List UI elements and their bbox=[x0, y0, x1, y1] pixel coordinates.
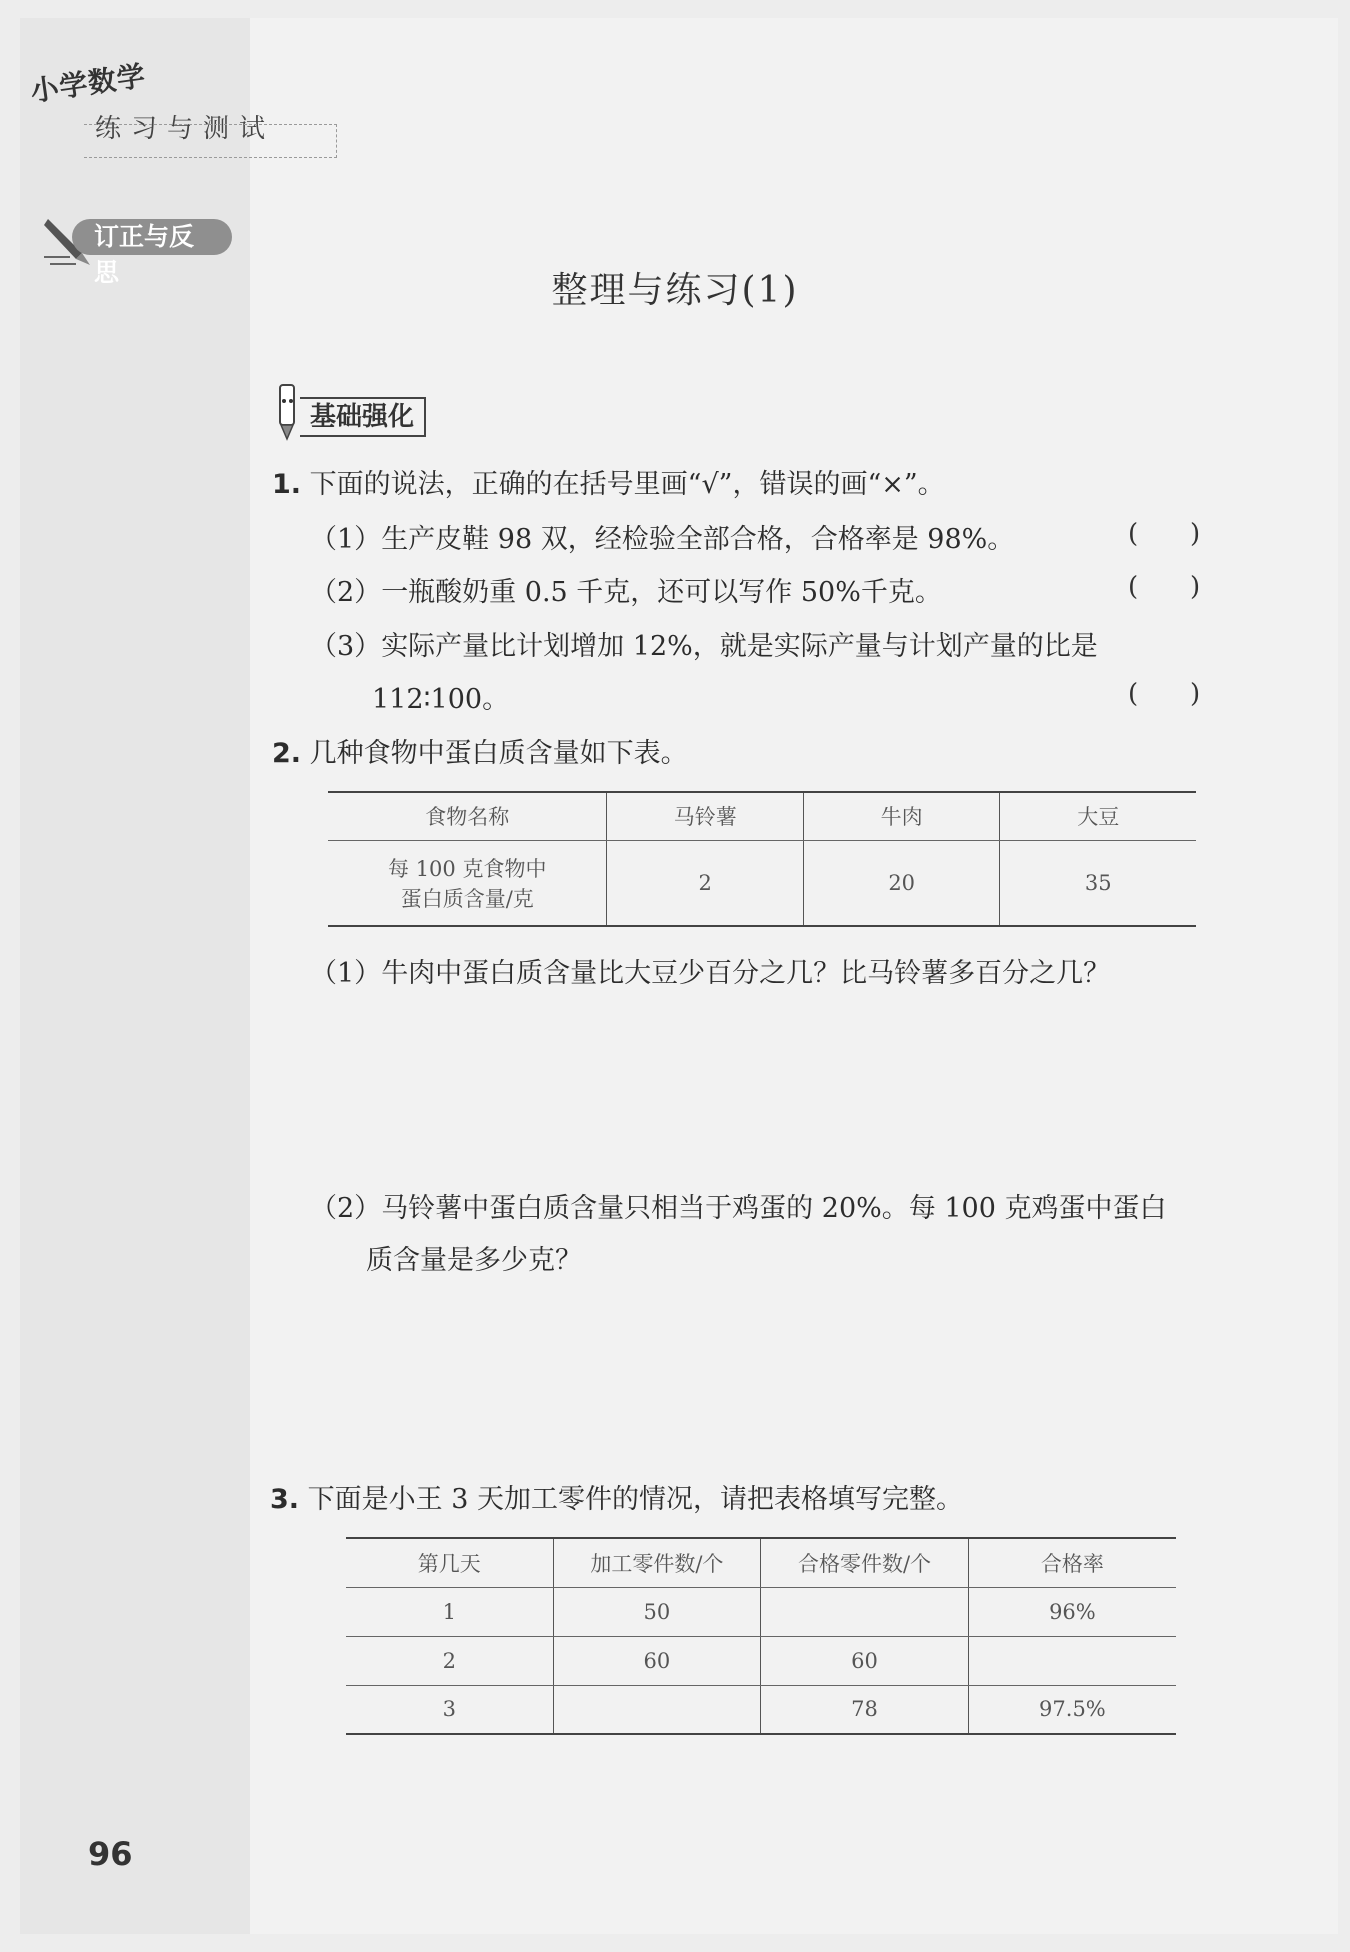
paren-left: ( bbox=[1128, 572, 1139, 602]
protein-table bbox=[328, 791, 1196, 927]
q2-sub-1-label: （1） bbox=[310, 958, 382, 989]
pencil-mascot-icon bbox=[270, 381, 304, 443]
table-cell: 35 bbox=[1000, 840, 1196, 926]
correction-tag-label: 订正与反思 bbox=[72, 219, 232, 255]
table-cell-blank[interactable] bbox=[553, 1685, 761, 1734]
paren-right: ) bbox=[1190, 572, 1201, 602]
q2-sub-2 bbox=[310, 1186, 1166, 1225]
table-row-label bbox=[328, 840, 607, 926]
table-header-cell: 第几天 bbox=[346, 1538, 553, 1587]
table-header-cell: 马铃薯 bbox=[607, 792, 803, 840]
q1-item-2-label: （2） bbox=[310, 577, 382, 608]
table-row bbox=[346, 1636, 1176, 1685]
table-header-row bbox=[328, 792, 1196, 840]
q1-item-3-text: 实际产量比计划增加 12%，就是实际产量与计划产量的比是 bbox=[381, 631, 1098, 662]
table-header-cell: 合格率 bbox=[968, 1538, 1176, 1587]
q1-stem-text: 下面的说法，正确的在括号里画“√”，错误的画“×”。 bbox=[309, 469, 945, 500]
table-row bbox=[328, 840, 1196, 926]
correction-reflection-tag bbox=[42, 215, 232, 287]
q3-stem bbox=[270, 1477, 963, 1516]
book-subtitle: 练习与测试 bbox=[95, 114, 276, 144]
paren-left: ( bbox=[1128, 519, 1139, 549]
q2-sub-2-label: （2） bbox=[310, 1193, 382, 1224]
table-header-cell: 食物名称 bbox=[328, 792, 607, 840]
q1-item-3-answer-blank[interactable] bbox=[1128, 679, 1252, 709]
page-title: 整理与练习(1) bbox=[551, 270, 799, 311]
book-subtitle-frame bbox=[84, 124, 337, 158]
q2-sub-2-continuation: 质含量是多少克？ bbox=[366, 1245, 582, 1276]
q1-item-3-label: （3） bbox=[310, 631, 382, 662]
q1-item-2 bbox=[310, 570, 942, 609]
book-title: 小学数学 bbox=[28, 59, 148, 108]
paren-left: ( bbox=[1128, 679, 1139, 709]
table-header-cell: 大豆 bbox=[1000, 792, 1196, 840]
table-cell: 78 bbox=[761, 1685, 969, 1734]
table-cell: 2 bbox=[346, 1636, 553, 1685]
q2-sub-1 bbox=[310, 951, 1110, 990]
q2-sub-2-answer-area[interactable] bbox=[310, 1290, 1210, 1450]
row-label-line-1: 每 100 克食物中 bbox=[388, 856, 547, 881]
q2-stem-text: 几种食物中蛋白质含量如下表。 bbox=[309, 738, 688, 769]
table-cell: 97.5% bbox=[968, 1685, 1176, 1734]
q1-stem bbox=[272, 462, 945, 501]
q2-sub-1-answer-area[interactable] bbox=[310, 1000, 1210, 1170]
row-label-line-2: 蛋白质含量/克 bbox=[400, 886, 534, 911]
table-cell: 96% bbox=[968, 1587, 1176, 1636]
table-cell: 20 bbox=[803, 840, 1000, 926]
paren-right: ) bbox=[1190, 519, 1201, 549]
q2-sub-2-text: 马铃薯中蛋白质含量只相当于鸡蛋的 20%。每 100 克鸡蛋中蛋白 bbox=[381, 1193, 1167, 1224]
q1-item-3-continuation: 112∶100。 bbox=[372, 684, 510, 715]
table-cell: 50 bbox=[553, 1587, 761, 1636]
q1-item-3 bbox=[310, 624, 1098, 663]
table-header-row bbox=[346, 1538, 1176, 1587]
table-header-cell: 合格零件数/个 bbox=[761, 1538, 969, 1587]
q2-sub-1-text: 牛肉中蛋白质含量比大豆少百分之几？比马铃薯多百分之几？ bbox=[381, 958, 1111, 989]
table-header-cell: 加工零件数/个 bbox=[553, 1538, 761, 1587]
parts-table bbox=[346, 1537, 1176, 1735]
table-cell: 2 bbox=[607, 840, 803, 926]
q1-item-1-answer-blank[interactable] bbox=[1128, 519, 1252, 549]
q1-item-1 bbox=[310, 517, 1014, 556]
table-cell: 60 bbox=[761, 1636, 969, 1685]
paren-right: ) bbox=[1190, 679, 1201, 709]
q2-number: 2. bbox=[272, 738, 302, 769]
q1-item-2-text: 一瓶酸奶重 0.5 千克，还可以写作 50%千克。 bbox=[381, 577, 942, 608]
q1-item-1-label: （1） bbox=[310, 524, 382, 555]
q3-number: 3. bbox=[270, 1484, 300, 1515]
table-cell: 60 bbox=[553, 1636, 761, 1685]
q3-stem-text: 下面是小王 3 天加工零件的情况，请把表格填写完整。 bbox=[307, 1484, 963, 1515]
table-cell: 3 bbox=[346, 1685, 553, 1734]
table-header-cell: 牛肉 bbox=[803, 792, 1000, 840]
section-label: 基础强化 bbox=[300, 397, 426, 437]
table-row bbox=[346, 1685, 1176, 1734]
table-cell-blank[interactable] bbox=[968, 1636, 1176, 1685]
table-cell-blank[interactable] bbox=[761, 1587, 969, 1636]
q1-number: 1. bbox=[272, 469, 302, 500]
page-number: 96 bbox=[88, 1835, 133, 1873]
q1-item-1-text: 生产皮鞋 98 双，经检验全部合格，合格率是 98%。 bbox=[381, 524, 1015, 555]
table-cell: 1 bbox=[346, 1587, 553, 1636]
q2-stem bbox=[272, 731, 688, 770]
table-row bbox=[346, 1587, 1176, 1636]
q1-item-2-answer-blank[interactable] bbox=[1128, 572, 1252, 602]
